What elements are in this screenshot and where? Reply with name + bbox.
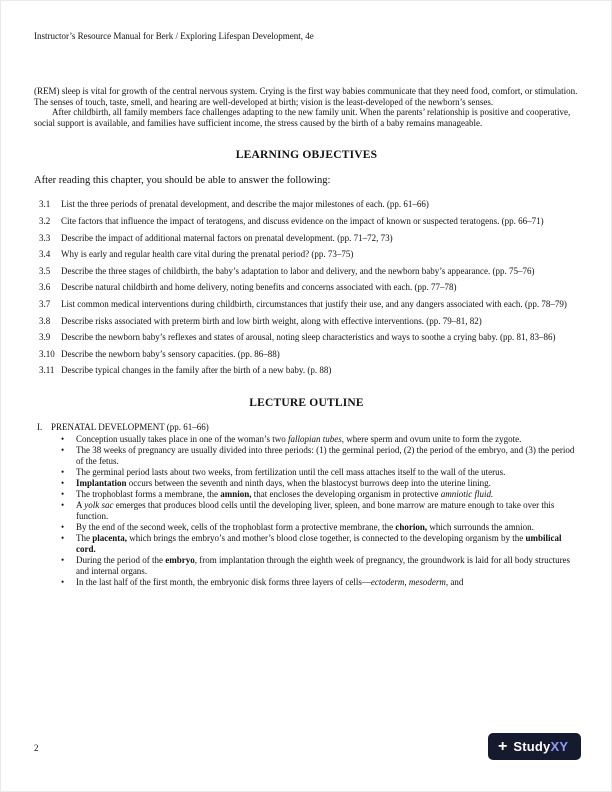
outline-bullet-list — [34, 434, 579, 588]
running-header: Instructor’s Resource Manual for Berk / Exploring Lifespan Development, 4e — [34, 31, 314, 41]
objective-number: 3.9 — [39, 332, 51, 343]
brand-xy: XY — [550, 739, 569, 754]
bullet-text: The trophoblast forms a membrane, the amnion, that encloses the developing organism in protective amniotic fluid. — [76, 488, 494, 499]
learning-objectives-lead: After reading this chapter, you should be able to answer the following: — [34, 175, 331, 187]
outline-section-number: I. — [37, 421, 43, 432]
objective-text: Cite factors that influence the impact of teratogens, and discuss evidence on the impact of known or suspected teratogens. (pp. 66–71) — [61, 215, 544, 226]
objective-number: 3.7 — [39, 298, 51, 309]
bullet-text: The placenta, which brings the embryo’s and mother’s blood close together, is connected to the developing organism by the umbilical cord. — [76, 532, 562, 554]
outline-bullet-item — [34, 500, 579, 522]
outline-bullet-item — [34, 434, 579, 445]
objective-text: Why is early and regular health care vital during the prenatal period? (pp. 73–75) — [61, 249, 354, 260]
outline-bullet-item — [34, 489, 579, 500]
bullet-text: The germinal period lasts about two weeks, from fertilization until the cell mass attaches itself to the wall of the uterus. — [76, 466, 506, 477]
objective-number: 3.2 — [39, 215, 51, 226]
objective-text: List the three periods of prenatal development, and describe the major milestones of each. (pp. 61–66) — [61, 199, 429, 210]
summary-paragraph-1: (REM) sleep is vital for growth of the central nervous system. Crying is the first way babies communicate that they need food, comfort, or stimulation. The senses of touch, taste, smell, and hearing are well-developed at birth; vision is the least-developed of the newborn’s senses. — [34, 86, 578, 107]
summary-paragraph-2: After childbirth, all family members face challenges adapting to the new family unit. When the parents’ relationship is positive and cooperative, social support is available, and families have sufficient income, the stress caused by the birth of a baby remains manageable. — [34, 107, 571, 128]
outline-bullet-item — [34, 478, 579, 489]
objective-item — [39, 332, 579, 343]
bullet-text: Conception usually takes place in one of the woman’s two fallopian tubes, where sperm and ovum unite to form the zygote. — [76, 433, 522, 444]
objective-number: 3.5 — [39, 265, 51, 276]
bullet-icon: • — [61, 521, 65, 532]
bullet-icon: • — [61, 554, 65, 565]
objective-number: 3.4 — [39, 249, 51, 260]
studyxy-badge — [488, 733, 581, 760]
objective-item — [39, 249, 579, 260]
lecture-outline — [34, 422, 579, 588]
bullet-icon: • — [61, 433, 65, 444]
objective-text: Describe typical changes in the family after the birth of a new baby. (p. 88) — [61, 365, 332, 376]
bullet-text: In the last half of the first month, the embryonic disk forms three layers of cells—ectoderm, mesoderm, and — [76, 576, 464, 587]
lecture-outline-heading: LECTURE OUTLINE — [249, 396, 364, 409]
objective-item — [39, 282, 579, 293]
objective-item — [39, 233, 579, 244]
outline-bullet-item — [34, 445, 579, 467]
plus-icon: + — [498, 737, 508, 755]
bullet-icon: • — [61, 488, 65, 499]
outline-bullet-item — [34, 522, 579, 533]
objective-item — [39, 299, 579, 310]
bullet-icon: • — [61, 466, 65, 477]
bullet-icon: • — [61, 444, 65, 455]
bullet-text: During the period of the embryo, from implantation through the eighth week of pregnancy, the groundwork is laid for all body structures and internal organs. — [76, 554, 571, 576]
objective-number: 3.6 — [39, 282, 51, 293]
objective-text: Describe the newborn baby’s reflexes and states of arousal, noting sleep characteristics and ways to soothe a crying baby. (pp. 81, 83–86) — [61, 332, 556, 343]
objective-text: Describe the newborn baby’s sensory capacities. (pp. 86–88) — [61, 348, 280, 359]
objective-number: 3.3 — [39, 232, 51, 243]
page-number: 2 — [34, 743, 39, 753]
objective-item — [39, 365, 579, 376]
outline-bullet-item — [34, 467, 579, 478]
bullet-icon: • — [61, 576, 65, 587]
chapter-summary — [34, 86, 579, 128]
objective-item — [39, 266, 579, 277]
learning-objectives-heading: LEARNING OBJECTIVES — [235, 149, 378, 162]
outline-section-title: PRENATAL DEVELOPMENT (pp. 61–66) — [51, 421, 209, 432]
objective-number: 3.1 — [39, 199, 51, 210]
bullet-text: A yolk sac emerges that produces blood cells until the developing liver, spleen, and bone marrow are mature enough to take over this function. — [76, 499, 555, 521]
objective-text: Describe risks associated with preterm birth and low birth weight, along with effective interventions. (pp. 79–81, 82) — [61, 315, 482, 326]
bullet-text: Implantation occurs between the seventh and ninth days, when the blastocyst burrows deep into the uterine lining. — [76, 477, 491, 488]
objective-number: 3.11 — [39, 365, 55, 376]
learning-objectives-list — [34, 199, 579, 376]
brand-study: Study — [513, 739, 551, 754]
bullet-text: By the end of the second week, cells of the trophoblast form a protective membrane, the chorion, which surrounds the amnion. — [76, 521, 534, 532]
objective-item — [39, 349, 579, 360]
bullet-icon: • — [61, 499, 65, 510]
bullet-icon: • — [61, 532, 65, 543]
objective-text: Describe the three stages of childbirth, the baby’s adaptation to labor and delivery, and the newborn baby’s appearance. (pp. 75–76) — [61, 265, 535, 276]
objective-item — [39, 199, 579, 210]
objective-text: Describe the impact of additional maternal factors on prenatal development. (pp. 71–72, 73) — [61, 232, 393, 243]
objective-item — [39, 316, 579, 327]
objective-number: 3.10 — [39, 348, 55, 359]
brand-name — [513, 739, 568, 754]
outline-bullet-item — [34, 577, 579, 588]
outline-section-heading — [34, 422, 579, 433]
bullet-icon: • — [61, 477, 65, 488]
objective-text: List common medical interventions during childbirth, circumstances that justify their use, and any dangers associated with each. (pp. 78–79) — [61, 298, 567, 309]
bullet-text: The 38 weeks of pregnancy are usually divided into three periods: (1) the germinal period, (2) the period of the embryo, and (3) the period of the fetus. — [76, 444, 575, 466]
objective-item — [39, 216, 579, 227]
outline-bullet-item — [34, 555, 579, 577]
objective-number: 3.8 — [39, 315, 51, 326]
outline-bullet-item — [34, 533, 579, 555]
objective-text: Describe natural childbirth and home delivery, noting benefits and concerns associated with each. (pp. 77–78) — [61, 282, 457, 293]
